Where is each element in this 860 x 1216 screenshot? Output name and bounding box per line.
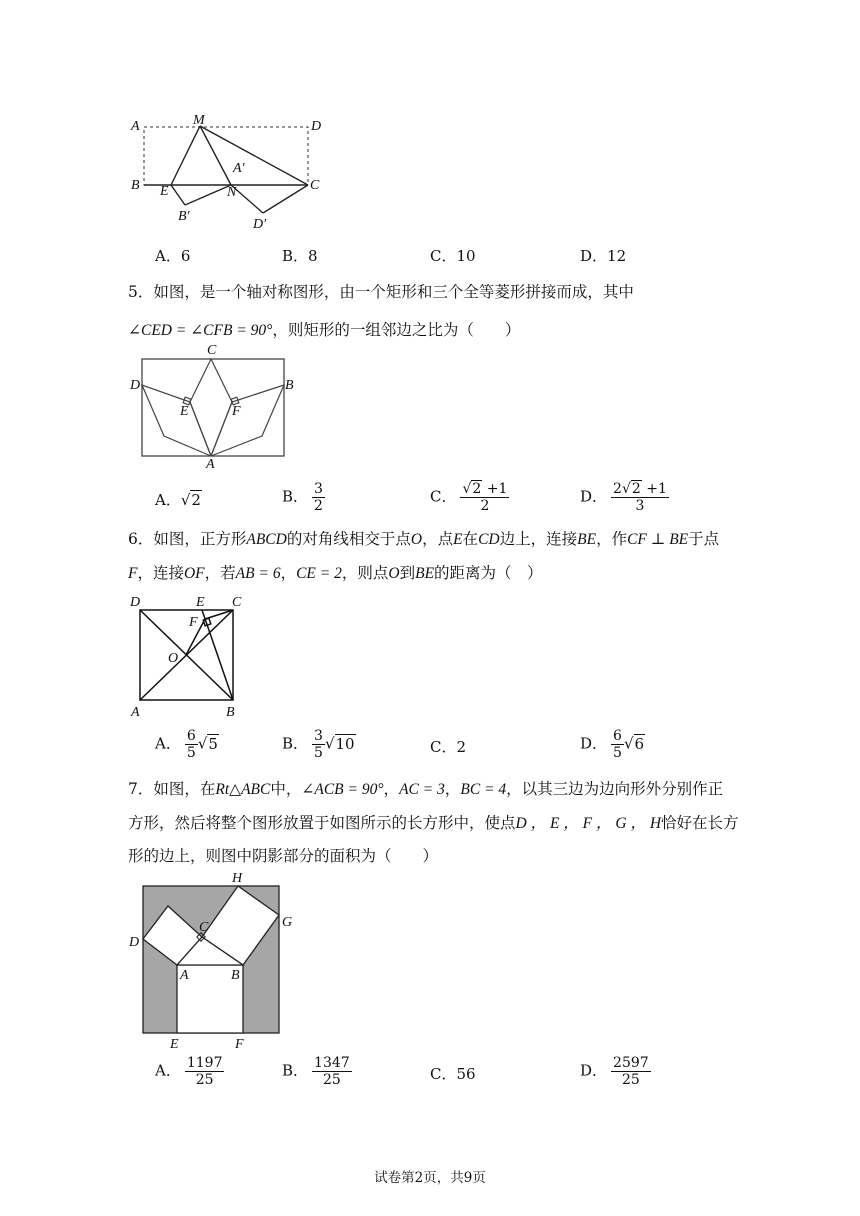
label-o: O xyxy=(168,651,179,666)
q7-stem-line2 xyxy=(128,813,739,834)
text: 的距离为（ ） xyxy=(434,564,543,582)
q5-stem-line2 xyxy=(128,320,520,341)
numerator: 1197 xyxy=(186,1055,223,1071)
option-letter: C． xyxy=(430,738,457,756)
label-f: F xyxy=(189,615,198,630)
denominator: 2 xyxy=(480,498,490,514)
label-b: B xyxy=(231,968,240,983)
math: AC = 3 xyxy=(399,781,445,798)
math: CD xyxy=(478,531,500,548)
numerator-tail: +1 xyxy=(482,481,508,497)
label-g: G xyxy=(282,915,293,930)
figure-q5 xyxy=(128,342,303,470)
text: ，若 xyxy=(204,564,236,582)
q5-option-b[interactable] xyxy=(282,481,325,514)
label-b: B xyxy=(226,705,235,720)
option-letter: D． xyxy=(580,1061,608,1080)
math: CE = 2 xyxy=(296,565,342,582)
numerator-tail: +1 xyxy=(641,481,667,497)
numerator: 1347 xyxy=(314,1055,350,1071)
text: ，则点 xyxy=(341,564,389,582)
fraction xyxy=(460,481,509,514)
label-d: D xyxy=(311,119,322,134)
option-letter: B． xyxy=(282,487,309,506)
text: 方形，然后将整个图形放置于如图所示的长方形中，使点 xyxy=(128,814,516,832)
option-value: 2 xyxy=(456,738,467,756)
radicand: 2 xyxy=(472,481,482,497)
q7-option-c[interactable] xyxy=(430,1064,476,1084)
option-letter: A． xyxy=(155,734,181,753)
math: BC = 4 xyxy=(460,781,507,798)
figure-q7 xyxy=(125,868,300,1053)
label-e: E xyxy=(196,595,205,610)
q6-option-c[interactable] xyxy=(430,737,466,757)
math: E xyxy=(453,531,463,548)
numerator: √2 +1 xyxy=(462,481,508,497)
figure-q4 xyxy=(125,112,335,232)
q6-stem-line1 xyxy=(128,529,719,550)
numerator: 6 xyxy=(186,728,196,744)
radicand: 6 xyxy=(634,734,645,753)
text: ，点 xyxy=(422,530,454,548)
fraction xyxy=(611,1055,651,1088)
denominator: 5 xyxy=(613,745,622,761)
denominator: 25 xyxy=(195,1072,214,1088)
sqrt-sign: √ xyxy=(180,491,191,509)
math: Rt△ABC xyxy=(215,781,271,798)
text: ， xyxy=(280,564,297,582)
q5-stem-line1: 5．如图，是一个轴对称图形，由一个矩形和三个全等菱形拼接而成，其中 xyxy=(128,283,634,301)
label-e: E xyxy=(170,1037,179,1052)
page-footer: 试卷第2页，共9页 xyxy=(374,1170,486,1186)
text: ，以其三边为边向形外分别作正 xyxy=(506,780,724,798)
sqrt-sign: √ xyxy=(197,734,208,753)
q5-option-c[interactable] xyxy=(430,481,509,514)
q6-option-a[interactable] xyxy=(155,728,219,761)
label-d-prime: D′ xyxy=(253,217,267,232)
option-letter: D． xyxy=(580,487,608,506)
label-h: H xyxy=(232,871,243,886)
option-letter: B． xyxy=(282,1061,309,1080)
q4-option-c[interactable] xyxy=(430,246,476,266)
label-a: A xyxy=(180,968,189,983)
option-value: 8 xyxy=(308,247,318,265)
option-value: 6 xyxy=(180,247,191,265)
q5-option-a[interactable] xyxy=(155,490,202,510)
option-letter: D． xyxy=(580,734,608,753)
coefficient: 2 xyxy=(613,481,622,497)
q4-option-b[interactable] xyxy=(282,246,318,266)
label-d: D xyxy=(130,378,141,393)
option-letter: B． xyxy=(282,734,309,753)
text: 在 xyxy=(462,530,479,548)
option-letter: C． xyxy=(430,247,457,265)
radicand: 10 xyxy=(335,734,355,753)
label-c: C xyxy=(207,343,217,358)
q4-option-a[interactable] xyxy=(155,246,190,266)
math: BE xyxy=(415,565,435,582)
text: ， xyxy=(383,780,400,798)
radicand: 2 xyxy=(191,491,201,509)
math: F xyxy=(128,565,138,582)
rhombi xyxy=(142,359,284,456)
fraction xyxy=(185,1055,225,1088)
q7-option-b[interactable] xyxy=(282,1055,352,1088)
denominator: 3 xyxy=(635,498,645,514)
label-f: F xyxy=(232,404,241,419)
text: 的对角线相交于点 xyxy=(286,530,411,548)
label-e: E xyxy=(180,404,189,419)
option-value: 12 xyxy=(607,247,627,265)
fraction xyxy=(611,481,669,514)
option-value: 56 xyxy=(456,1065,476,1083)
fraction xyxy=(185,728,198,761)
sqrt-sign: √ xyxy=(324,734,335,753)
math: BE xyxy=(577,531,597,548)
rectangle xyxy=(142,359,284,456)
label-b: B xyxy=(131,178,140,193)
math: D ， E ， F ， G ， H xyxy=(515,815,662,832)
label-d: D xyxy=(130,595,141,610)
text: ，连接 xyxy=(137,564,184,582)
math: ABCD xyxy=(246,531,287,548)
denominator: 25 xyxy=(621,1072,640,1088)
q6-stem-line2 xyxy=(128,563,543,584)
q6-option-d[interactable] xyxy=(580,728,645,761)
text: ，作 xyxy=(596,530,628,548)
text: 于点 xyxy=(688,530,720,548)
text: 恰好在长方 xyxy=(661,814,739,832)
q5-condition: ∠CED = ∠CFB = 90° xyxy=(128,322,273,339)
q7-stem-line1 xyxy=(128,779,723,800)
fraction xyxy=(611,728,624,761)
text: 边上，连接 xyxy=(499,530,578,548)
square-and-lines xyxy=(140,610,233,700)
denominator: 5 xyxy=(186,745,196,761)
label-m: M xyxy=(193,113,205,128)
label-f: F xyxy=(235,1037,244,1052)
label-c: C xyxy=(310,178,320,193)
radicand: 5 xyxy=(208,734,218,753)
q5-stem-rest: ，则矩形的一组邻边之比为（ ） xyxy=(272,321,521,339)
fraction xyxy=(312,481,325,514)
fraction xyxy=(312,1055,352,1088)
numerator: 3 xyxy=(314,728,323,744)
q7-option-d[interactable] xyxy=(580,1055,651,1088)
label-e: E xyxy=(160,184,169,199)
q4-option-d[interactable] xyxy=(580,246,626,266)
text: 到 xyxy=(399,564,416,582)
numerator: 2√2 +1 xyxy=(613,481,667,497)
math: CF ⊥ BE xyxy=(627,531,689,548)
q7-stem-line3: 形的边上，则图中阴影部分的面积为（ ） xyxy=(128,847,439,865)
numerator: 3 xyxy=(314,481,323,497)
math: ∠ACB = 90° xyxy=(301,781,384,798)
text: 6．如图，正方形 xyxy=(128,530,247,548)
math: O xyxy=(410,531,423,548)
label-c: C xyxy=(232,595,242,610)
option-letter: A． xyxy=(155,247,181,265)
text: 7．如图，在 xyxy=(128,780,216,798)
q5-option-d[interactable] xyxy=(580,481,669,514)
text: ， xyxy=(444,780,461,798)
denominator: 5 xyxy=(314,745,323,761)
label-n: N xyxy=(227,185,237,200)
option-value: 10 xyxy=(456,247,476,265)
fraction xyxy=(312,728,325,761)
label-b: B xyxy=(285,378,294,393)
denominator: 2 xyxy=(314,498,323,514)
option-letter: C． xyxy=(430,487,457,506)
figure-q6 xyxy=(128,592,258,720)
text: 中， xyxy=(270,780,302,798)
radicand: 2 xyxy=(631,481,641,497)
math: OF xyxy=(183,565,205,582)
label-a: A xyxy=(131,119,140,134)
option-letter: B． xyxy=(282,247,309,265)
label-a: A xyxy=(131,705,140,720)
q7-option-a[interactable] xyxy=(155,1055,224,1088)
label-c: C xyxy=(199,920,209,935)
option-letter: A． xyxy=(155,491,181,509)
option-letter: A． xyxy=(155,1061,181,1080)
option-letter: D． xyxy=(580,247,608,265)
math: AB = 6 xyxy=(235,565,281,582)
label-b-prime: B′ xyxy=(178,209,190,224)
label-a: A xyxy=(206,457,215,470)
sqrt-sign: √ xyxy=(623,734,634,753)
label-d: D xyxy=(129,935,140,950)
fold-lines xyxy=(144,126,308,213)
label-a-prime: A′ xyxy=(233,161,245,176)
math: O xyxy=(388,565,400,582)
numerator: 2597 xyxy=(613,1055,649,1071)
denominator: 25 xyxy=(322,1072,341,1088)
option-letter: C． xyxy=(430,1065,457,1083)
numerator: 6 xyxy=(613,728,622,744)
q6-option-b[interactable] xyxy=(282,728,356,761)
